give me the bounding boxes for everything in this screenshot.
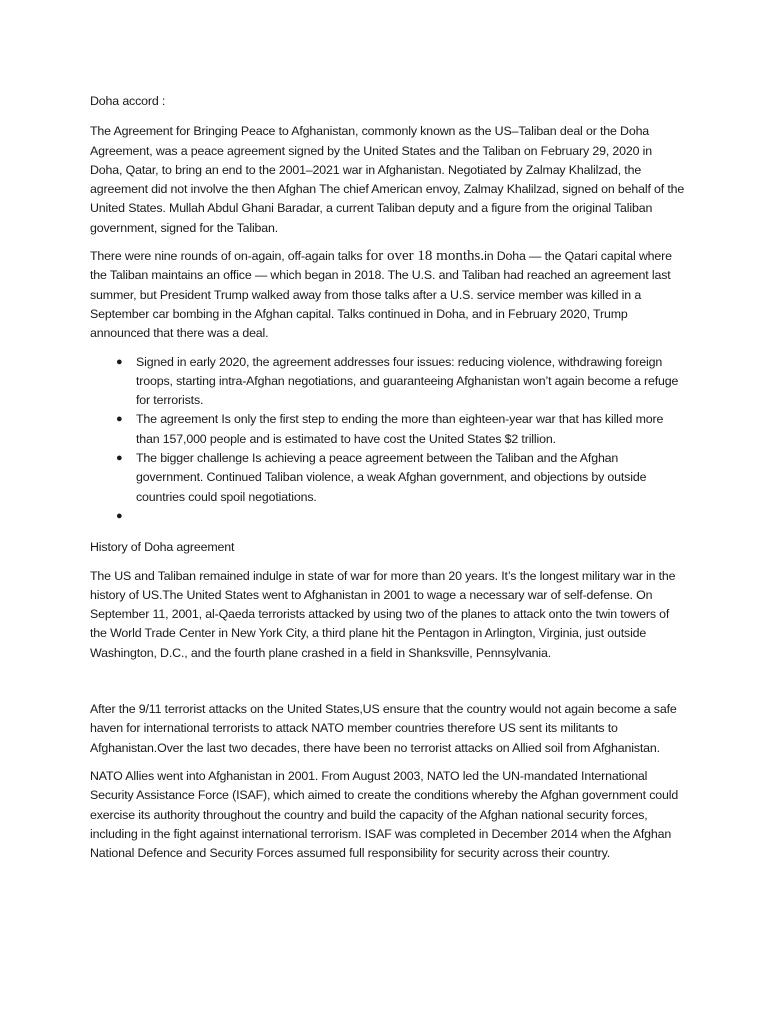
- paragraph-rounds-text-start: There were nine rounds of on-again, off-again talks: [90, 249, 366, 264]
- paragraph-rounds-emphasis: for over 18 months.: [365, 248, 485, 265]
- list-item-text: The bigger challenge Is achieving a peace agreement between the Taliban and the Afghan government. Continued Taliban violence, a weak Afghan government, and objections by outside countries could spoil negotiations.: [136, 451, 647, 504]
- bullet-icon: ●: [116, 509, 123, 522]
- section-heading-history: History of Doha agreement: [90, 540, 235, 555]
- paragraph-rounds-of-talks: [90, 247, 686, 343]
- list-item: [90, 449, 686, 507]
- document-title: Doha accord :: [90, 94, 166, 108]
- list-item-text: Signed in early 2020, the agreement addresses four issues: reducing violence, withdrawing foreign troops, starting intra-Afghan negotiations, and guaranteeing Afghanistan won’t again become a refuge for terrorists.: [136, 354, 679, 408]
- list-item-text: The agreement Is only the first step to ending the more than eighteen-year war that has killed more than 157,000 people and is estimated to have cost the United States $2 trillion.: [136, 412, 664, 446]
- document-page: [90, 92, 686, 872]
- list-item: [90, 353, 686, 411]
- bullet-icon: ●: [116, 452, 123, 465]
- list-item: [90, 410, 686, 449]
- paragraph-nato-isaf: NATO Allies went into Afghanistan in 2001. From August 2003, NATO led the UN-mandated International Security Assistance Force (ISAF), which aimed to create the conditions whereby the Afghan government could exercise its authority throughout the country and build the capacity of the Afghan national security forces, including in the fight against international terrorism. ISAF was completed in December 2014 when the Afghan National Defence and Security Forces assumed full responsibility for security across their country.: [90, 768, 679, 861]
- bullet-list: [90, 353, 686, 527]
- blank-spacer: [90, 672, 686, 700]
- paragraph-after-911: After the 9/11 terrorist attacks on the United States,US ensure that the country would not again become a safe haven for international terrorists to attack NATO member countries therefore US sent its militants to Afghanistan.Over the last two decades, there have been no terrorist attacks on Allied soil from Afghanistan.: [90, 702, 677, 755]
- bullet-icon: ●: [116, 413, 123, 426]
- bullet-icon: ●: [116, 355, 123, 368]
- paragraph-doha-agreement-intro: The Agreement for Bringing Peace to Afghanistan, commonly known as the US–Taliban deal or the Doha Agreement, was a peace agreement signed by the United States and the Taliban on February 29, 2020 in Doha, Qatar, to bring an end to the 2001–2021 war in Afghanistan. Negotiated by Zalmay Khalilzad, the agreement did not involve the then Afghan The chief American envoy, Zalmay Khalilzad, signed on behalf of the United States. Mullah Abdul Ghani Baradar, a current Taliban deputy and a figure from the original Taliban government, signed for the Taliban.: [90, 124, 685, 235]
- paragraph-history: The US and Taliban remained indulge in state of war for more than 20 years. It’s the longest military war in the history of US.The United States went to Afghanistan in 2001 to wage a necessary war of self-defense. On September 11, 2001, al-Qaeda terrorists attacked by using two of the planes to attack onto the twin towers of the World Trade Center in New York City, a third plane hit the Pentagon in Arlington, Virginia, just outside Washington, D.C., and the fourth plane crashed in a field in Shanksville, Pennsylvania.: [90, 568, 676, 660]
- list-item: [90, 507, 686, 526]
- paragraph-rounds-text-end: in Doha — the Qatari capital where the Taliban maintains an office — which began in 2018. The U.S. and Taliban had reached an agreement last summer, but President Trump walked away from those talks after a U.S. service member was killed in a September car bombing in the Afghan capital. Talks continued in Doha, and in February 2020, Trump announced that there was a deal.: [90, 249, 672, 341]
